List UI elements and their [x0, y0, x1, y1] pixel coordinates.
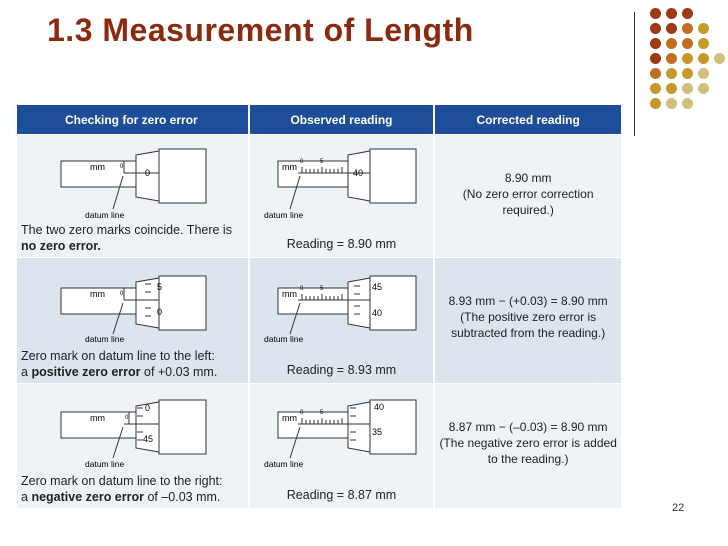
micrometer-diagram [17, 262, 247, 344]
thimble-zero: 0 [145, 403, 151, 413]
header-observed: Observed reading [249, 105, 435, 135]
thimble-value-lower: 40 [371, 308, 382, 318]
datum-line-label: datum line [85, 210, 125, 220]
cell-corrected [434, 135, 622, 258]
row-description: Zero mark on datum line to the left: a positive zero error of +0.03 mm. [21, 349, 218, 379]
main-scale-five: 5 [319, 286, 323, 292]
datum-line-label: datum line [263, 210, 303, 220]
observed-reading: Reading = 8.93 mm [286, 363, 397, 377]
mm-label: mm [90, 413, 105, 423]
mm-label: mm [281, 289, 297, 299]
corrected-reading: 8.93 mm − (+0.03) = 8.90 mm (The positive zero error is subtracted from the reading.) [448, 294, 608, 340]
main-scale-five: 5 [319, 159, 323, 165]
micrometer-diagram [17, 139, 247, 221]
cell-observed [249, 258, 435, 384]
thimble-value-lower: 35 [371, 427, 382, 437]
thimble-forty-five: 45 [143, 434, 154, 444]
micrometer-diagram [250, 388, 434, 470]
datum-line-label: datum line [85, 459, 125, 469]
thimble-five: 5 [157, 282, 163, 292]
datum-line-label: datum line [85, 334, 125, 344]
slide-title: 1.3 Measurement of Length [47, 12, 474, 48]
corrected-reading: 8.87 mm − (–0.03) = 8.90 mm (The negative zero error is added to the reading.) [439, 420, 617, 466]
page-number: 22 [672, 502, 685, 514]
main-scale-zero: 0 [125, 415, 129, 421]
cell-checking [17, 258, 249, 384]
cell-observed [249, 384, 435, 509]
table-row [17, 258, 622, 384]
cell-observed [249, 135, 435, 258]
main-scale-zero: 0 [299, 286, 303, 292]
mm-label: mm [90, 162, 105, 172]
main-scale-zero: 0 [299, 410, 303, 416]
row-description: Zero mark on datum line to the right: a negative zero error of –0.03 mm. [21, 474, 223, 504]
zero-error-table [17, 105, 623, 508]
cell-corrected [434, 384, 622, 509]
mm-label: mm [90, 289, 105, 299]
main-scale-zero: 0 [299, 159, 303, 165]
header-corrected: Corrected reading [434, 105, 622, 135]
observed-reading: Reading = 8.87 mm [286, 488, 397, 502]
thimble-zero: 0 [157, 307, 163, 317]
micrometer-diagram [250, 262, 434, 344]
mm-label: mm [281, 162, 297, 172]
datum-line-label: datum line [263, 459, 303, 469]
datum-line-label: datum line [263, 334, 303, 344]
table-row [17, 135, 622, 258]
thimble-zero: 0 [145, 168, 151, 178]
header-checking: Checking for zero error [17, 105, 249, 135]
micrometer-diagram [250, 139, 434, 221]
title-divider [634, 12, 635, 136]
main-scale-zero: 0 [120, 164, 124, 170]
table-row [17, 384, 622, 509]
cell-checking [17, 135, 249, 258]
row-description: The two zero marks coincide. There is no zero error. [21, 223, 232, 253]
cell-checking [17, 384, 249, 509]
cell-corrected [434, 258, 622, 384]
thimble-value-upper: 40 [373, 402, 384, 412]
thimble-value: 40 [352, 168, 363, 178]
observed-reading: Reading = 8.90 mm [286, 237, 397, 251]
corrected-reading: 8.90 mm (No zero error correction required.) [462, 171, 594, 217]
main-scale-five: 5 [319, 410, 323, 416]
main-scale-zero: 0 [120, 291, 124, 297]
thimble-value-upper: 45 [371, 282, 382, 292]
mm-label: mm [281, 413, 297, 423]
micrometer-diagram [17, 388, 247, 470]
